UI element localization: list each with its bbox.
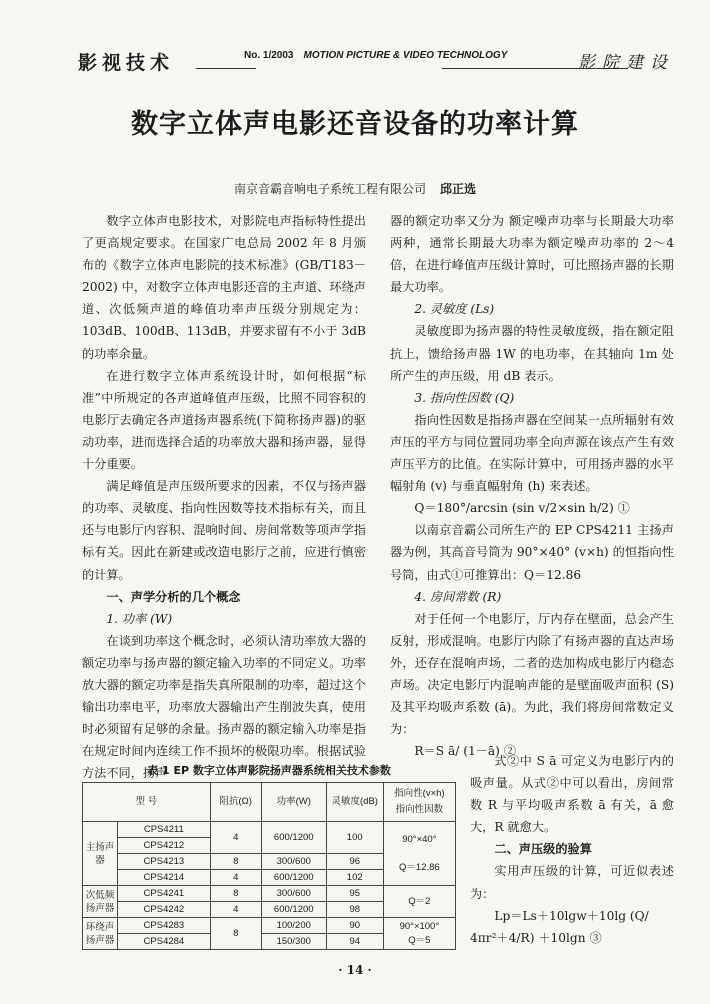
header-directivity: 指向性(v×h) 指向性因数 <box>383 783 455 822</box>
author: 邱正选 <box>440 182 477 196</box>
right-column-continued <box>470 750 674 949</box>
cell-impedance: 8 <box>210 886 261 902</box>
spec-table <box>82 782 456 950</box>
section-name: 影院建设 <box>578 53 674 73</box>
paragraph: 器的额定功率又分为 额定噪声功率与长期最大功率两种，通常长期最大功率为额定噪声功率的 2～4 倍，在进行峰值声压级计算时，可比照扬声器的长期最大功率。 <box>390 214 674 295</box>
cell-power: 300/600 <box>261 886 326 902</box>
left-column <box>82 210 366 784</box>
issue-number: No. 1/2003 <box>244 50 294 61</box>
cell-model: CPS4214 <box>118 870 211 886</box>
cell-power: 600/1200 <box>261 822 326 854</box>
cell-impedance: 8 <box>210 854 261 870</box>
cell-model: CPS4241 <box>118 886 211 902</box>
formula-1: Q＝180°/arcsin (sin v/2×sin h/2) ① <box>414 501 630 516</box>
cell-sensitivity: 95 <box>326 886 383 902</box>
paragraph: 对于任何一个电影厅，厅内存在壁面，总会产生反射，形成混响。电影厅内除了有扬声器的直达声场外，还存在混响声场，二者的迭加构成电影厅内稳态声场。决定电影厅内混响声能的是壁面吸声面积 (S) 及其平均吸声系数 (ā)。为此，我们将房间常数定义为： <box>390 611 674 737</box>
cell-sensitivity: 96 <box>326 854 383 870</box>
cell-sensitivity: 98 <box>326 902 383 918</box>
header-rule <box>196 68 256 69</box>
cell-model: CPS4212 <box>118 838 211 854</box>
cell-model: CPS4284 <box>118 934 211 950</box>
issue-info <box>244 50 507 61</box>
paragraph: 式②中 S ā 可定义为电影厅内的吸声量。从式②中可以看出，房间常数 R 与平均吸声系数 ā 有关，ā 愈大，R 就愈大。 <box>470 754 674 835</box>
running-header <box>78 44 674 80</box>
cell-power: 100/200 <box>261 918 326 934</box>
paragraph: 在谈到功率这个概念时，必须认清功率放大器的额定功率与扬声器的额定输入功率的不同定义。功率放大器的额定功率是指失真所限制的功率，超过这个输出功率电平，功率放大器输出产生削波失真，使用时必须留有足够的余量。扬声器的额定输入功率是指在规定时间内连续工作不损坏的极限功率。根据试验方法不同，扬声 <box>82 633 366 781</box>
byline <box>0 180 710 197</box>
paragraph: 灵敏度即为扬声器的特性灵敏度级，指在额定阻抗上，馈给扬声器 1W 的电功率，在其轴向 1m 处所产生的声压级，用 dB 表示。 <box>390 324 674 383</box>
cell-model: CPS4283 <box>118 918 211 934</box>
subsection-heading: 1. 功率 (W) <box>106 611 173 626</box>
cell-impedance: 4 <box>210 870 261 886</box>
subsection-heading: 3. 指向性因数 (Q) <box>414 390 515 405</box>
formula-3-continued: 4πr²＋4/R) ＋10lgn ③ <box>470 930 602 945</box>
paragraph: 指向性因数是指扬声器在空间某一点所辐射有效声压的平方与同位置同功率全向声源在该点产生有效声压平方的比值。在实际计算中，可用扬声器的水平幅射角 (v) 与垂直幅射角 (h) 来表述。 <box>390 412 674 494</box>
group-label: 次低频扬声器 <box>83 886 118 918</box>
formula-3: Lp＝Ls＋10lgw＋10lg (Q/ <box>494 908 649 923</box>
header-model: 型 号 <box>83 783 211 822</box>
table-row <box>83 918 456 934</box>
cell-model: CPS4213 <box>118 854 211 870</box>
cell-model: CPS4211 <box>118 822 211 838</box>
section-heading: 一、声学分析的几个概念 <box>106 589 241 604</box>
table-row <box>83 822 456 838</box>
paragraph: 数字立体声电影技术，对影院电声指标特性提出了更高规定要求。在国家广电总局 2002 年 8 月颁布的《数字立体声电影院的技术标准》(GB/T183－2002) 中，对数字立体声电影还音的主声道、环绕声道、次低频声道的峰值功率声压级分别规定为：103dB、100dB、113dB，并要求留有不小于 3dB 的功率余量。 <box>82 214 366 361</box>
cell-impedance: 4 <box>210 822 261 854</box>
cell-impedance: 8 <box>210 918 261 950</box>
journal-name-en: MOTION PICTURE & VIDEO TECHNOLOGY <box>303 50 508 61</box>
cell-power: 600/1200 <box>261 870 326 886</box>
section-heading: 二、声压级的验算 <box>494 842 592 857</box>
cell-sensitivity: 100 <box>326 822 383 854</box>
formula-2: R＝S ā/ (1－ā) ② <box>414 744 517 759</box>
header-sensitivity: 灵敏度(dB) <box>326 783 383 822</box>
cell-impedance: 4 <box>210 902 261 918</box>
cell-power: 300/600 <box>261 854 326 870</box>
affiliation: 南京音霸音响电子系统工程有限公司 <box>233 182 426 196</box>
table-header-row <box>83 783 456 822</box>
article-title: 数字立体声电影还音设备的功率计算 <box>131 109 579 140</box>
cell-directivity: Q＝2 <box>383 886 455 918</box>
right-column <box>390 210 674 762</box>
journal-name: 影视技术 <box>78 52 175 74</box>
group-label: 环绕声扬声器 <box>83 918 118 950</box>
cell-sensitivity: 94 <box>326 934 383 950</box>
cell-directivity: 90°×40° Q＝12.86 <box>383 822 455 886</box>
paragraph: 满足峰值是声压级所要求的因素，不仅与扬声器的功率、灵敏度、指向性因数等技术指标有关，而且还与电影厅内容积、混响时间、房间常数等项声学指标有关。因此在新建或改造电影厅之前，应进行慎密的计算。 <box>82 479 366 582</box>
cell-directivity: 90°×100° Q＝5 <box>383 918 455 950</box>
paragraph: 以南京音霸公司所生产的 EP CPS4211 主扬声器为例，其高音号筒为 90°×40° (v×h) 的恒指向性号筒，由式①可推算出：Q＝12.86 <box>390 523 674 582</box>
subsection-heading: 2. 灵敏度 (Ls) <box>414 302 495 317</box>
group-label: 主扬声器 <box>83 822 118 886</box>
cell-model: CPS4242 <box>118 902 211 918</box>
subsection-heading: 4. 房间常数 (R) <box>414 589 502 604</box>
cell-sensitivity: 102 <box>326 870 383 886</box>
cell-power: 150/300 <box>261 934 326 950</box>
paragraph: 实用声压级的计算，可近似表述为： <box>470 864 674 901</box>
cell-power: 600/1200 <box>261 902 326 918</box>
table-row <box>83 886 456 902</box>
table-caption: 表 1 EP 数字立体声影院扬声器系统相关技术参数 <box>147 764 391 777</box>
header-impedance: 阻抗(Ω) <box>210 783 261 822</box>
paragraph: 在进行数字立体声系统设计时，如何根据“标准”中所规定的各声道峰值声压级，比照不同容积的电影厅去确定各声道扬声器系统(下简称扬声器)的驱动功率，进而选择合适的功率放大器和扬声器，显得十分重要。 <box>82 368 366 472</box>
cell-sensitivity: 90 <box>326 918 383 934</box>
page-number: · 14 · <box>338 963 372 977</box>
header-power: 功率(W) <box>261 783 326 822</box>
